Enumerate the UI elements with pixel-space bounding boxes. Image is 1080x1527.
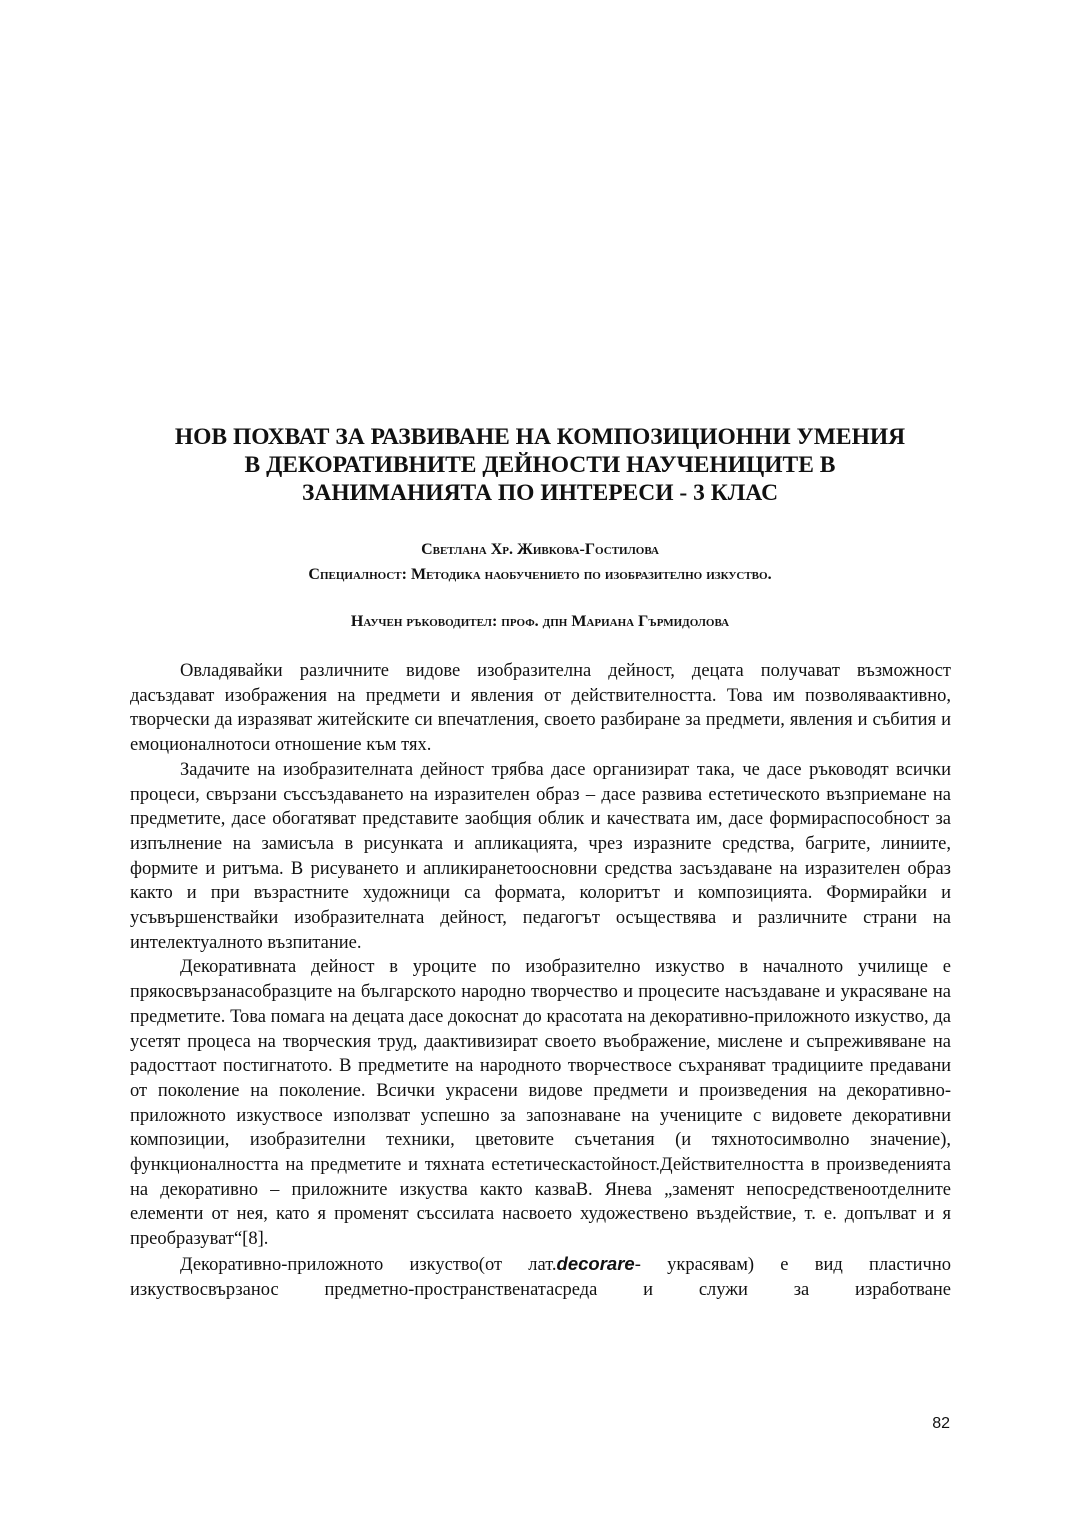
latin-term: decorare [556, 1252, 635, 1274]
author-block [110, 537, 970, 587]
article-body [130, 659, 951, 1302]
scientific-supervisor: Научен ръководител: проф. дпн Мариана Гърмидолова [350, 613, 730, 630]
author-name: Светлана Хр. Живкова-Гостилова [421, 541, 659, 558]
page-title [110, 423, 970, 507]
paragraph-3: Декоративната дейност в уроците по изобразително изкуство в началното училище е прякосвързанасобразците на българското народно творчество и процесите насъздаване и украсяване на предметите. Това помага на децата дасе докоснат до красотата на декоративно-приложното изкуство, да усетят процеса на творческия труд, даактивизират своето въображение, мислене и съпреживяване на радосттаот постигнатото. В предметите на народното творчествосе съхраняват традициите предавани от поколение на поколение. Всички украсени видове предмети и произведения на декоративно-приложното изкуствосе използват успешно за запознаване на учениците с видовете декоративни композиции, изобразителни техники, цветовите съчетания (и тяхнотосимволно значение), функционалността на предметите и тяхната естетическастойност.Действителността в произведенията на декоративно – приложните изкуства както казваВ. Янева „заменят непосредственоотделните елементи от нея, като я променят съссилата насвоето художествено въздействие, т. е. допълват и я преобразуват“[8]. [130, 957, 951, 1250]
title-line-1: НОВ ПОХВАТ ЗА РАЗВИВАНЕ НА КОМПОЗИЦИОННИ УМЕНИЯ [174, 424, 906, 450]
title-line-2: В ДЕКОРАТИВНИТЕ ДЕЙНОСТИ НАУЧЕНИЦИТЕ В [244, 452, 836, 478]
paragraph-2: Задачите на изобразителната дейност трябва дасе организират така, че дасе ръководят всички процеси, свързани съссъздаването на изразителен образ – дасе развива естетическото възприемане на предметите, дасе обогатяват представите заобщия облик и качествата им, дасе формираспособност за изпълнение на замисъла в рисунката и апликацията, чрез изразните средства, багрите, линиите, формите и ритъма. В рисуването и апликиранетоосновни средства засъздаване на изразителен образ както и при възрастните художници са формата, колоритът и композицията. Формирайки и усъвършенствайки изобразителната дейност, педагогът осъществява и различните страни на интелектуалното възпитание. [130, 759, 951, 953]
title-line-3: ЗАНИМАНИЯТА ПО ИНТЕРЕСИ - 3 КЛАС [301, 480, 779, 506]
paragraph-1: Овладявайки различните видове изобразителна дейност, децата получават възможност дасъздават изображения на предмети и явления от действителността. Това им позволяваактивно, творчески да изразяват житейските си впечатления, своето разбиране за предмети, явления и събития и емоционалнотоси отношение към тях. [130, 661, 951, 756]
paragraph-4-end: - украсявам) е вид пластично изкуствосвързанос предметно-пространственатасреда и служи за изработване [130, 1254, 952, 1300]
paragraph-4 [130, 1252, 951, 1302]
paragraph-4-start: Декоративно-приложното изкуство(от лат. [180, 1254, 557, 1275]
author-specialty: Специалност: Методика наобучението по изобразително изкуство. [308, 566, 772, 583]
page-number: 82 [932, 1415, 950, 1432]
